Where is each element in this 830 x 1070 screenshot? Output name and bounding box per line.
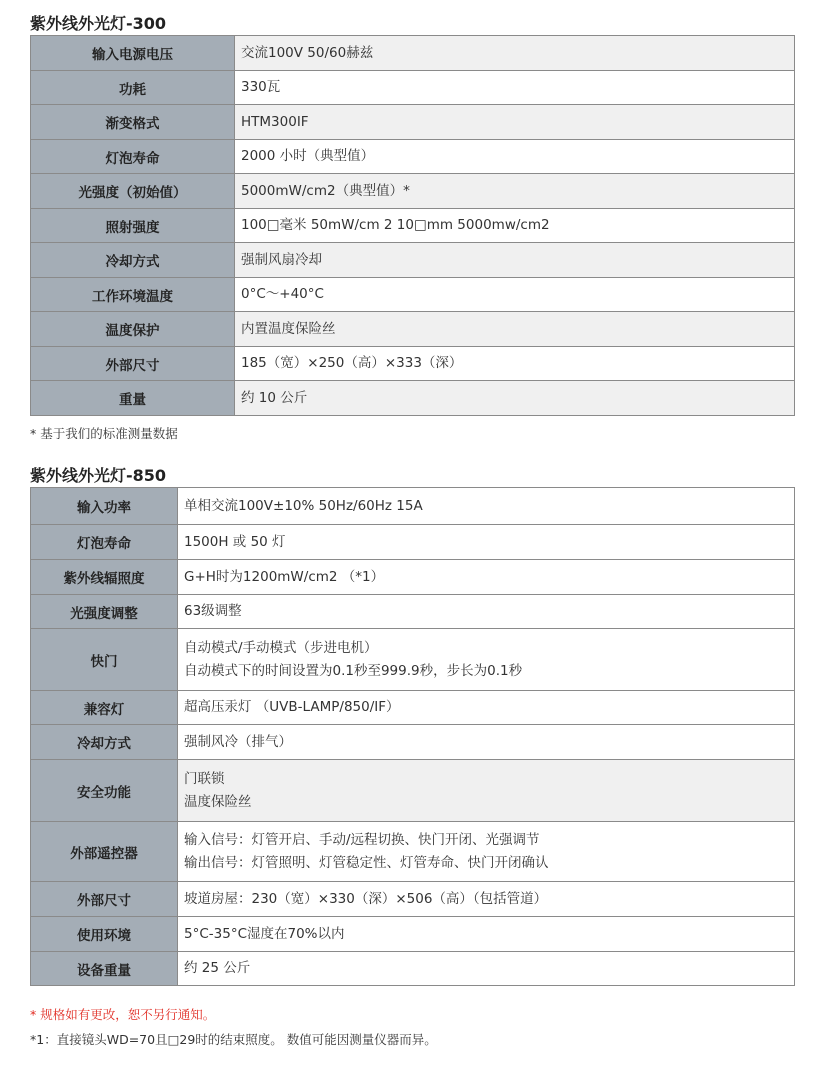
spec-label: 温度保护 <box>31 312 235 347</box>
spec-value <box>235 209 795 243</box>
spec-value-line: 温度保险丝 <box>184 793 252 810</box>
spec-value-line: HTM300IF <box>241 113 309 130</box>
spec-value-line: 1500H 或 50 灯 <box>184 533 286 550</box>
spec-value <box>178 760 795 822</box>
spec-value-line: 交流100V 50/60赫兹 <box>241 44 374 61</box>
spec-label: 灯泡寿命 <box>31 525 178 560</box>
spec-row <box>31 243 795 278</box>
spec-row <box>31 347 795 381</box>
spec-label: 输入功率 <box>31 488 178 525</box>
spec-value-line: 超高压汞灯 （UVB-LAMP/850/IF） <box>184 699 400 715</box>
spec-value <box>178 629 795 691</box>
spec-table-850 <box>30 487 795 986</box>
spec-row <box>31 822 795 882</box>
spec-value <box>235 36 795 71</box>
spec-value <box>235 140 795 174</box>
spec-label: 灯泡寿命 <box>31 140 235 174</box>
spec-value <box>178 917 795 952</box>
spec-value-line: 5000mW/cm2（典型值）* <box>241 182 410 199</box>
spec-value <box>178 525 795 560</box>
spec-row <box>31 278 795 312</box>
spec-label: 使用环境 <box>31 917 178 952</box>
spec-row <box>31 312 795 347</box>
spec-table-300 <box>30 35 795 416</box>
spec-section-300 <box>30 13 795 416</box>
spec-value-line: 自动模式/手动模式（步进电机） <box>184 639 378 656</box>
spec-row <box>31 105 795 140</box>
footnote-measurement: *1：直接镜头WD=70且□29时的结束照度。 数值可能因测量仪器而异。 <box>30 1032 437 1047</box>
footnote-spec-change: * 规格如有更改，恕不另行通知。 <box>30 1007 216 1022</box>
spec-value <box>178 725 795 760</box>
spec-label: 光强度调整 <box>31 595 178 629</box>
spec-section-850 <box>30 465 795 986</box>
spec-row <box>31 525 795 560</box>
spec-row <box>31 882 795 917</box>
spec-value <box>178 822 795 882</box>
spec-row <box>31 691 795 725</box>
spec-label: 设备重量 <box>31 952 178 986</box>
spec-label: 重量 <box>31 381 235 416</box>
spec-value-line: 0°C～+40°C <box>241 286 324 302</box>
spec-label: 照射强度 <box>31 209 235 243</box>
spec-value <box>235 312 795 347</box>
spec-label: 冷却方式 <box>31 725 178 760</box>
spec-value <box>178 882 795 917</box>
spec-value-line: 约 10 公斤 <box>241 389 308 406</box>
spec-value-line: 185（宽）×250（高）×333（深） <box>241 355 463 371</box>
spec-value-line: G+H时为1200mW/cm2 （*1） <box>184 568 385 585</box>
spec-row <box>31 560 795 595</box>
spec-value-line: 63级调整 <box>184 603 242 619</box>
section-title-850: 紫外线外光灯-850 <box>30 466 167 485</box>
spec-label: 外部尺寸 <box>31 347 235 381</box>
spec-value <box>178 488 795 525</box>
spec-value <box>178 691 795 725</box>
spec-row <box>31 725 795 760</box>
spec-row <box>31 760 795 822</box>
spec-label: 工作环境温度 <box>31 278 235 312</box>
spec-row <box>31 209 795 243</box>
spec-value-line: 330瓦 <box>241 79 281 95</box>
spec-value <box>235 347 795 381</box>
spec-label: 外部尺寸 <box>31 882 178 917</box>
spec-value-line: 5°C-35°C湿度在70%以内 <box>184 925 345 942</box>
spec-row <box>31 71 795 105</box>
spec-row <box>31 917 795 952</box>
spec-row <box>31 629 795 691</box>
spec-value-line: 坡道房屋：230（宽）×330（深）×506（高）（包括管道） <box>184 890 548 907</box>
spec-label: 紫外线辐照度 <box>31 560 178 595</box>
spec-label: 功耗 <box>31 71 235 105</box>
spec-value <box>178 595 795 629</box>
spec-value-line: 自动模式下的时间设置为0.1秒至999.9秒，步长为0.1秒 <box>184 662 523 679</box>
spec-row <box>31 488 795 525</box>
spec-label: 安全功能 <box>31 760 178 822</box>
spec-label: 兼容灯 <box>31 691 178 725</box>
spec-value-line: 输入信号：灯管开启、手动/远程切换、快门开闭、光强调节 <box>184 831 540 848</box>
spec-value-line: 强制风冷（排气） <box>184 733 292 750</box>
spec-value-line: 内置温度保险丝 <box>241 320 336 337</box>
spec-value-line: 门联锁 <box>184 770 225 787</box>
spec-label: 冷却方式 <box>31 243 235 278</box>
spec-value-line: 2000 小时（典型值） <box>241 148 375 164</box>
spec-label: 渐变格式 <box>31 105 235 140</box>
spec-value-line: 输出信号：灯管照明、灯管稳定性、灯管寿命、快门开闭确认 <box>184 854 549 871</box>
spec-row <box>31 140 795 174</box>
spec-row <box>31 595 795 629</box>
spec-value <box>235 174 795 209</box>
spec-value-line: 约 25 公斤 <box>184 960 251 976</box>
spec-label: 快门 <box>31 629 178 691</box>
spec-value <box>235 71 795 105</box>
footnote-300: * 基于我们的标准测量数据 <box>30 426 178 441</box>
spec-value <box>235 381 795 416</box>
spec-value <box>235 105 795 140</box>
spec-value-line: 强制风扇冷却 <box>241 251 322 268</box>
spec-value-line: 100□毫米 50mW/cm 2 10□mm 5000mw/cm2 <box>241 217 550 233</box>
spec-row <box>31 381 795 416</box>
spec-value <box>178 952 795 986</box>
spec-row <box>31 174 795 209</box>
spec-row <box>31 36 795 71</box>
section-title-300: 紫外线外光灯-300 <box>30 14 167 33</box>
spec-value <box>178 560 795 595</box>
spec-label: 外部遥控器 <box>31 822 178 882</box>
spec-value <box>235 243 795 278</box>
spec-label: 输入电源电压 <box>31 36 235 71</box>
spec-label: 光强度（初始值） <box>31 174 235 209</box>
spec-value <box>235 278 795 312</box>
spec-value-line: 单相交流100V±10% 50Hz/60Hz 15A <box>184 497 423 514</box>
spec-row <box>31 952 795 986</box>
